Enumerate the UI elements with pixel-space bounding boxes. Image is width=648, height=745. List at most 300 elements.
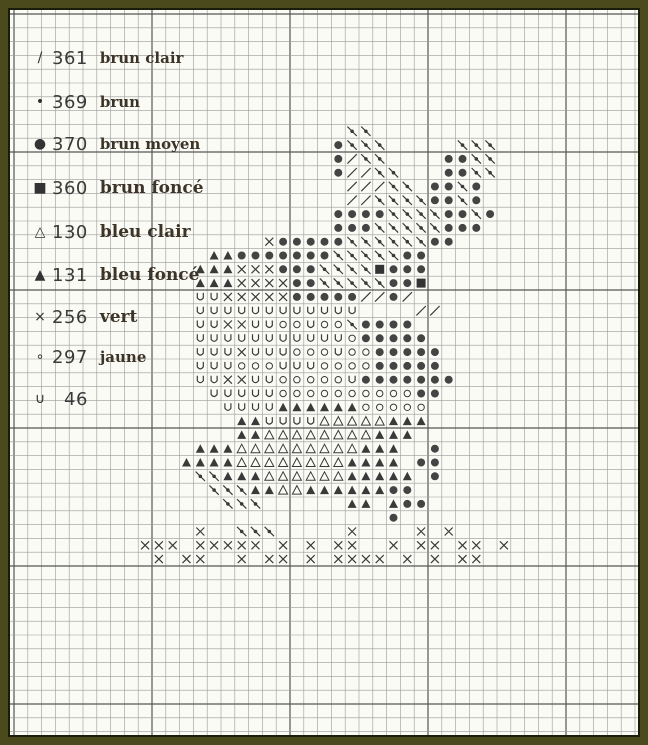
stitch-131 — [348, 403, 357, 412]
stitch-46 — [211, 376, 217, 383]
stitch-369 — [209, 472, 218, 481]
stitch-46 — [280, 417, 286, 424]
stitch-46 — [294, 307, 300, 314]
stitch-370 — [431, 390, 439, 398]
stitch-370 — [307, 279, 315, 287]
stitch-256 — [348, 528, 356, 536]
stitch-130 — [348, 417, 357, 426]
stitch-130 — [251, 444, 260, 453]
stitch-256 — [265, 238, 273, 246]
stitch-131 — [223, 472, 232, 481]
legend-row-360 — [32, 175, 204, 201]
stitch-370 — [334, 155, 342, 163]
stitch-370 — [279, 252, 287, 260]
stitch-46 — [239, 334, 245, 341]
stitch-131 — [403, 430, 412, 439]
stitch-46 — [308, 362, 314, 369]
stitch-130 — [334, 430, 343, 439]
stitch-256 — [224, 541, 232, 549]
stitch-131 — [348, 499, 357, 508]
stitch-369 — [251, 499, 260, 508]
stitch-370 — [376, 362, 384, 370]
stitch-369 — [223, 485, 232, 494]
stitch-256 — [431, 555, 439, 563]
stitch-130 — [361, 417, 370, 426]
stitch-46 — [280, 348, 286, 355]
stitch-256 — [417, 528, 425, 536]
stitch-256 — [238, 555, 246, 563]
stitch-297 — [308, 390, 314, 396]
stitch-46 — [294, 334, 300, 341]
stitch-131 — [361, 444, 370, 453]
stitch-131 — [375, 472, 384, 481]
stitch-46 — [225, 362, 231, 369]
stitch-131 — [389, 472, 398, 481]
stitch-370 — [362, 224, 370, 232]
stitch-369 — [196, 472, 205, 481]
stitch-369 — [375, 154, 384, 163]
stitch-361 — [361, 196, 370, 205]
stitch-46 — [294, 362, 300, 369]
stitch-130 — [320, 458, 329, 467]
stitch-370 — [403, 279, 411, 287]
stitch-370 — [362, 210, 370, 218]
stitch-370 — [417, 376, 425, 384]
stitch-370 — [459, 224, 467, 232]
stitch-256 — [155, 541, 163, 549]
stitch-130 — [306, 458, 315, 467]
stitch-370 — [431, 183, 439, 191]
stitch-256 — [472, 555, 480, 563]
legend-code: 46 — [64, 388, 88, 410]
stitch-131 — [375, 458, 384, 467]
stitch-256 — [196, 541, 204, 549]
stitch-256 — [141, 541, 149, 549]
stitch-361 — [361, 168, 370, 177]
stitch-46 — [280, 334, 286, 341]
stitch-369 — [347, 278, 356, 287]
stitch-361 — [375, 182, 384, 191]
stitch-370 — [390, 348, 398, 356]
stitch-369 — [361, 154, 370, 163]
stitch-370 — [445, 376, 453, 384]
stitch-131 — [403, 417, 412, 426]
legend-code: 361 — [52, 47, 88, 69]
stitch-46 — [335, 334, 341, 341]
legend-color-name: vert — [99, 307, 138, 327]
stitch-369 — [361, 140, 370, 149]
stitch-130 — [334, 417, 343, 426]
stitch-369 — [416, 223, 425, 232]
stitch-130 — [306, 472, 315, 481]
stitch-370 — [431, 376, 439, 384]
u-symbol: ∪ — [34, 391, 46, 407]
stitch-297 — [363, 390, 369, 396]
stitch-370 — [307, 252, 315, 260]
stitch-370 — [334, 293, 342, 301]
stitch-131 — [389, 458, 398, 467]
stitch-361 — [347, 154, 356, 163]
stitch-46 — [308, 307, 314, 314]
stitch-369 — [361, 127, 370, 136]
stitch-297 — [294, 321, 300, 327]
stitch-360 — [375, 265, 384, 274]
stitch-131 — [223, 279, 232, 288]
stitch-361 — [361, 182, 370, 191]
stitch-370 — [431, 472, 439, 480]
stitch-131 — [210, 458, 219, 467]
stitch-46 — [253, 334, 259, 341]
stitch-370 — [403, 252, 411, 260]
stitch-256 — [307, 555, 315, 563]
stitch-46 — [211, 293, 217, 300]
stitch-297 — [308, 349, 314, 355]
stitch-256 — [348, 555, 356, 563]
stitch-370 — [445, 155, 453, 163]
stitch-370 — [403, 500, 411, 508]
stitch-256 — [196, 555, 204, 563]
legend-color-name: bleu clair — [99, 222, 191, 242]
stitch-131 — [196, 458, 205, 467]
stitch-46 — [225, 334, 231, 341]
legend-row-46 — [32, 386, 100, 412]
stitch-46 — [349, 376, 355, 383]
stitch-131 — [237, 417, 246, 426]
stitch-370 — [279, 265, 287, 273]
stitch-370 — [431, 459, 439, 467]
stitch-369 — [375, 196, 384, 205]
stitch-297 — [377, 404, 383, 410]
stitch-361 — [347, 196, 356, 205]
stitch-370 — [376, 376, 384, 384]
stitch-370 — [445, 238, 453, 246]
stitch-46 — [335, 307, 341, 314]
stitch-370 — [376, 321, 384, 329]
stitch-369 — [223, 499, 232, 508]
legend-row-130 — [32, 219, 191, 245]
stitch-256 — [362, 555, 370, 563]
stitch-370 — [348, 210, 356, 218]
stitch-369 — [416, 209, 425, 218]
stitch-131 — [417, 417, 426, 426]
stitch-370 — [472, 224, 480, 232]
stitch-130 — [265, 430, 274, 439]
stitch-46 — [280, 362, 286, 369]
stitch-369 — [347, 265, 356, 274]
stitch-369 — [472, 154, 481, 163]
stitch-370 — [307, 293, 315, 301]
stitch-256 — [265, 555, 273, 563]
stitch-370 — [445, 183, 453, 191]
stitch-131 — [375, 430, 384, 439]
stitch-370 — [334, 169, 342, 177]
stitch-46 — [253, 348, 259, 355]
stitch-369 — [472, 209, 481, 218]
stitch-370 — [445, 196, 453, 204]
legend-row-370 — [32, 131, 200, 157]
stitch-361 — [347, 182, 356, 191]
stitch-130 — [334, 472, 343, 481]
stitch-370 — [403, 265, 411, 273]
stitch-361 — [416, 306, 425, 315]
stitch-297 — [377, 390, 383, 396]
stitch-46 — [211, 348, 217, 355]
stitch-131 — [334, 403, 343, 412]
stitch-46 — [239, 403, 245, 410]
stitch-256 — [265, 293, 273, 301]
stitch-46 — [253, 390, 259, 397]
stitch-131 — [265, 486, 274, 495]
stitch-297 — [321, 321, 327, 327]
stitch-370 — [431, 362, 439, 370]
stitch-297 — [349, 390, 355, 396]
stitch-370 — [417, 500, 425, 508]
stitch-369 — [458, 140, 467, 149]
stitch-256 — [279, 279, 287, 287]
stitch-46 — [266, 307, 272, 314]
stitch-370 — [403, 362, 411, 370]
stitch-369 — [416, 237, 425, 246]
stitch-361 — [430, 306, 439, 315]
filled-triangle-symbol: ▲ — [34, 267, 46, 283]
stitch-46 — [197, 293, 203, 300]
stitch-369 — [320, 278, 329, 287]
stitch-46 — [197, 362, 203, 369]
stitch-370 — [390, 293, 398, 301]
stitch-256 — [279, 555, 287, 563]
legend-color-name: bleu foncé — [99, 265, 200, 285]
stitch-130 — [306, 430, 315, 439]
stitch-256 — [252, 541, 260, 549]
stitch-361 — [347, 168, 356, 177]
stitch-256 — [238, 279, 246, 287]
stitch-131 — [251, 486, 260, 495]
stitch-46 — [308, 334, 314, 341]
stitch-360 — [417, 279, 426, 288]
stitch-369 — [334, 278, 343, 287]
stitch-370 — [321, 238, 329, 246]
stitch-46 — [266, 417, 272, 424]
stitch-256 — [445, 528, 453, 536]
stitch-46 — [225, 348, 231, 355]
stitch-297 — [404, 404, 410, 410]
stitch-256 — [390, 541, 398, 549]
stitch-46 — [239, 390, 245, 397]
stitch-370 — [417, 390, 425, 398]
cross-stitch-chart — [10, 10, 638, 735]
stitch-369 — [375, 278, 384, 287]
stitch-370 — [390, 486, 398, 494]
stitch-370 — [390, 265, 398, 273]
stitch-256 — [265, 279, 273, 287]
stitch-46 — [211, 321, 217, 328]
stitch-369 — [472, 168, 481, 177]
stitch-256 — [500, 541, 508, 549]
legend-row-361 — [32, 45, 183, 71]
stitch-130 — [265, 472, 274, 481]
stitch-369 — [237, 499, 246, 508]
legend-code: 369 — [52, 91, 88, 113]
stitch-369 — [485, 154, 494, 163]
legend-code: 370 — [52, 133, 88, 155]
stitch-131 — [223, 265, 232, 274]
stitch-130 — [292, 444, 301, 453]
stitch-370 — [390, 321, 398, 329]
stitch-297 — [335, 377, 341, 383]
diagonal-dot-symbol: • — [35, 94, 45, 110]
stitch-131 — [210, 279, 219, 288]
stitch-369 — [265, 527, 274, 536]
legend-color-name: brun foncé — [99, 178, 204, 198]
stitch-297 — [280, 377, 286, 383]
stitch-361 — [403, 292, 412, 301]
stitch-369 — [389, 196, 398, 205]
stitch-46 — [211, 362, 217, 369]
stitch-46 — [266, 321, 272, 328]
stitch-130 — [320, 472, 329, 481]
open-triangle-symbol: △ — [34, 224, 46, 240]
stitch-131 — [237, 472, 246, 481]
stitch-131 — [403, 472, 412, 481]
stitch-130 — [237, 458, 246, 467]
stitch-370 — [459, 210, 467, 218]
stitch-256 — [224, 321, 232, 329]
stitch-370 — [431, 238, 439, 246]
stitch-369 — [430, 223, 439, 232]
stitch-297 — [321, 390, 327, 396]
chart-grid — [10, 10, 638, 735]
stitch-131 — [389, 417, 398, 426]
stitch-46 — [308, 321, 314, 328]
stitch-369 — [403, 209, 412, 218]
legend-code: 130 — [52, 221, 88, 243]
stitch-370 — [403, 334, 411, 342]
stitch-131 — [251, 430, 260, 439]
stitch-46 — [349, 307, 355, 314]
stitch-131 — [306, 486, 315, 495]
stitch-370 — [334, 210, 342, 218]
stitch-370 — [279, 238, 287, 246]
stitch-297 — [266, 363, 272, 369]
stitch-131 — [348, 472, 357, 481]
stitch-131 — [320, 403, 329, 412]
stitch-131 — [361, 499, 370, 508]
stitch-369 — [375, 237, 384, 246]
stitch-46 — [197, 321, 203, 328]
legend-code: 131 — [52, 264, 88, 286]
stitch-369 — [237, 527, 246, 536]
stitch-370 — [265, 252, 273, 260]
stitch-370 — [445, 169, 453, 177]
legend-code: 297 — [52, 346, 88, 368]
stitch-369 — [472, 140, 481, 149]
stitch-131 — [292, 403, 301, 412]
stitch-256 — [334, 555, 342, 563]
legend-code: 360 — [52, 177, 88, 199]
stitch-369 — [375, 251, 384, 260]
stitch-46 — [294, 417, 300, 424]
stitch-297 — [321, 363, 327, 369]
legend-color-name: brun moyen — [99, 135, 201, 153]
stitch-130 — [279, 444, 288, 453]
stitch-369 — [416, 196, 425, 205]
stitch-370 — [293, 265, 301, 273]
stitch-130 — [279, 486, 288, 495]
stitch-370 — [403, 321, 411, 329]
stitch-131 — [348, 458, 357, 467]
stitch-370 — [403, 348, 411, 356]
stitch-370 — [293, 252, 301, 260]
stitch-369 — [430, 209, 439, 218]
stitch-130 — [279, 430, 288, 439]
stitch-370 — [403, 376, 411, 384]
stitch-130 — [320, 430, 329, 439]
stitch-297 — [294, 390, 300, 396]
legend-row-369 — [32, 89, 140, 115]
stitch-370 — [431, 445, 439, 453]
stitch-370 — [307, 238, 315, 246]
stitch-370 — [417, 459, 425, 467]
stitch-256 — [376, 555, 384, 563]
stitch-46 — [197, 348, 203, 355]
legend-row-131 — [32, 262, 199, 288]
stitch-370 — [334, 141, 342, 149]
stitch-370 — [403, 486, 411, 494]
stitch-256 — [252, 265, 260, 273]
stitch-369 — [361, 237, 370, 246]
stitch-369 — [458, 182, 467, 191]
stitch-256 — [224, 376, 232, 384]
stitch-370 — [321, 252, 329, 260]
stitch-297 — [363, 363, 369, 369]
stitch-369 — [375, 168, 384, 177]
stitch-46 — [266, 348, 272, 355]
filled-circle-symbol: ● — [33, 136, 47, 152]
stitch-46 — [266, 334, 272, 341]
stitch-370 — [431, 348, 439, 356]
stitch-297 — [280, 321, 286, 327]
stitch-131 — [348, 486, 357, 495]
stitch-370 — [252, 252, 260, 260]
stitch-370 — [459, 169, 467, 177]
stitch-256 — [252, 279, 260, 287]
stitch-131 — [237, 430, 246, 439]
cross-symbol: × — [34, 309, 46, 325]
stitch-46 — [225, 403, 231, 410]
stitch-46 — [308, 417, 314, 424]
stitch-256 — [183, 555, 191, 563]
legend-code: 256 — [52, 306, 88, 328]
stitch-130 — [292, 430, 301, 439]
stitch-131 — [251, 472, 260, 481]
stitch-130 — [265, 458, 274, 467]
stitch-130 — [348, 430, 357, 439]
stitch-46 — [266, 403, 272, 410]
stitch-370 — [445, 210, 453, 218]
stitch-256 — [279, 293, 287, 301]
stitch-297 — [349, 335, 355, 341]
stitch-256 — [196, 528, 204, 536]
stitch-256 — [252, 293, 260, 301]
stitch-130 — [306, 444, 315, 453]
stitch-369 — [251, 527, 260, 536]
stitch-46 — [211, 334, 217, 341]
stitch-369 — [347, 237, 356, 246]
stitch-130 — [292, 472, 301, 481]
slash-symbol: / — [37, 50, 43, 66]
stitch-297 — [390, 390, 396, 396]
stitch-370 — [445, 224, 453, 232]
